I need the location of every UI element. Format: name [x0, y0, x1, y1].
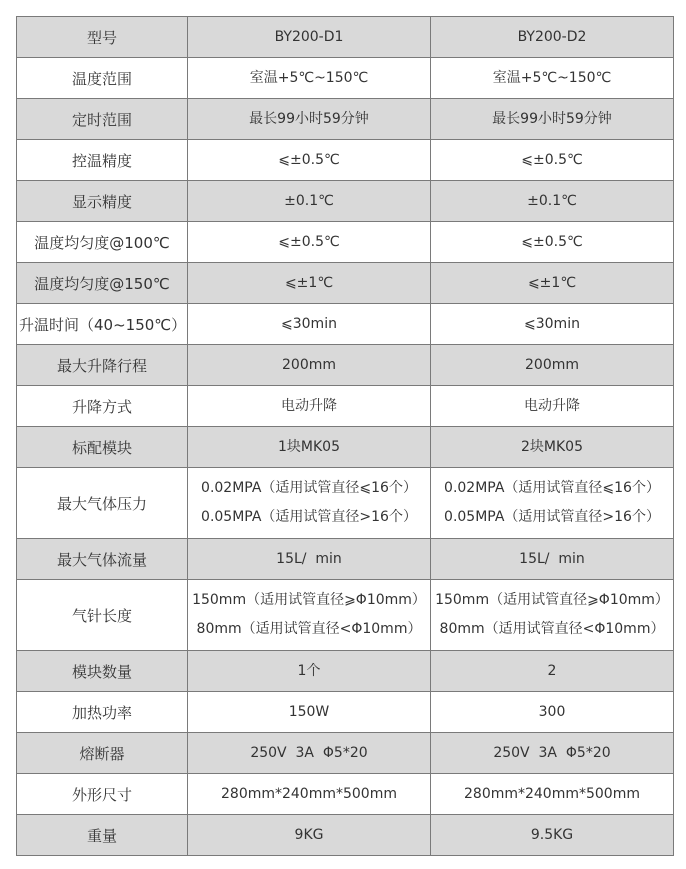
cell-text: ⩽±0.5℃: [521, 151, 583, 168]
value-d1-cell: [188, 181, 431, 222]
row-label: 显示精度: [17, 181, 188, 222]
value-d2-cell: [431, 692, 674, 733]
value-d1-cell: [188, 140, 431, 181]
cell-text: 电动升降: [281, 397, 337, 414]
value-d1-cell: [188, 468, 431, 539]
value-d2-cell: [431, 774, 674, 815]
cell-text: ⩽30min: [524, 315, 580, 332]
cell-text: ±0.1℃: [527, 192, 577, 209]
row-label: 定时范围: [17, 99, 188, 140]
cell-text: 9KG: [294, 826, 324, 843]
value-d2-cell: [431, 427, 674, 468]
value-d1-cell: [188, 99, 431, 140]
cell-text: 2块MK05: [521, 438, 583, 455]
cell-text: 15L/ min: [276, 550, 342, 567]
cell-text-line: 0.05MPA（适用试管直径>16个）: [444, 509, 660, 525]
row-label: 外形尺寸: [17, 774, 188, 815]
table-row: [17, 140, 674, 181]
value-d2-cell: [431, 539, 674, 580]
value-d1-cell: [188, 580, 431, 651]
row-label: 模块数量: [17, 651, 188, 692]
table-row: [17, 345, 674, 386]
value-d2-cell: [431, 222, 674, 263]
cell-text: 150W: [288, 703, 330, 720]
table-row: [17, 539, 674, 580]
cell-text: 250V 3A Φ5*20: [493, 744, 611, 761]
cell-text: ⩽±1℃: [284, 274, 334, 291]
table-row: [17, 181, 674, 222]
table-row: [17, 263, 674, 304]
row-label: 气针长度: [17, 580, 188, 651]
value-d2-cell: [431, 181, 674, 222]
cell-text: 200mm: [525, 356, 579, 373]
cell-text: 2: [547, 662, 557, 679]
cell-text: ⩽±1℃: [527, 274, 577, 291]
cell-text: 最长99小时59分钟: [492, 110, 612, 127]
value-d2-cell: [431, 99, 674, 140]
row-label: 熔断器: [17, 733, 188, 774]
value-d2-cell: [431, 815, 674, 856]
cell-text-line: 150mm（适用试管直径⩾Φ10mm）: [435, 592, 669, 608]
table-row: [17, 580, 674, 651]
table-row: [17, 692, 674, 733]
model-d1-cell: [188, 17, 431, 58]
cell-text: 电动升降: [524, 397, 580, 414]
table-row: [17, 17, 674, 58]
table-row: [17, 651, 674, 692]
row-label: 控温精度: [17, 140, 188, 181]
table-row: [17, 733, 674, 774]
cell-text: 1块MK05: [278, 438, 340, 455]
row-label: 温度范围: [17, 58, 188, 99]
row-label: 最大气体压力: [17, 468, 188, 539]
cell-text: 9.5KG: [530, 826, 574, 843]
value-d2-cell: [431, 140, 674, 181]
cell-text-line: 80mm（适用试管直径<Φ10mm）: [196, 621, 422, 637]
value-d1-cell: [188, 815, 431, 856]
table-row: [17, 386, 674, 427]
table-row: [17, 427, 674, 468]
cell-text: 1个: [297, 662, 321, 679]
cell-text: 280mm*240mm*500mm: [464, 785, 640, 802]
table-row: [17, 774, 674, 815]
value-d1-cell: [188, 386, 431, 427]
cell-text: 最长99小时59分钟: [249, 110, 369, 127]
value-d2-cell: [431, 58, 674, 99]
cell-text: ±0.1℃: [284, 192, 334, 209]
value-d1-cell: [188, 692, 431, 733]
row-label: 温度均匀度@100℃: [17, 222, 188, 263]
value-d2-cell: [431, 304, 674, 345]
cell-text: 室温+5℃~150℃: [492, 69, 612, 86]
cell-text-line: 0.02MPA（适用试管直径⩽16个）: [201, 480, 417, 496]
value-d2-cell: [431, 733, 674, 774]
cell-text: 15L/ min: [519, 550, 585, 567]
row-label: 型号: [17, 17, 188, 58]
cell-text: 200mm: [282, 356, 336, 373]
cell-text: BY200-D1: [274, 28, 344, 45]
row-label: 升温时间（40~150℃）: [17, 304, 188, 345]
cell-text: BY200-D2: [517, 28, 587, 45]
value-d1-cell: [188, 263, 431, 304]
value-d2-cell: [431, 651, 674, 692]
spec-table-body: [17, 17, 674, 856]
value-d2-cell: [431, 345, 674, 386]
value-d1-cell: [188, 58, 431, 99]
cell-text: ⩽±0.5℃: [278, 233, 340, 250]
model-d2-cell: [431, 17, 674, 58]
row-label: 加热功率: [17, 692, 188, 733]
value-d2-cell: [431, 263, 674, 304]
value-d1-cell: [188, 774, 431, 815]
table-row: [17, 468, 674, 539]
row-label: 标配模块: [17, 427, 188, 468]
value-d2-cell: [431, 468, 674, 539]
table-row: [17, 99, 674, 140]
cell-text: ⩽30min: [281, 315, 337, 332]
value-d1-cell: [188, 427, 431, 468]
cell-text-line: 80mm（适用试管直径<Φ10mm）: [439, 621, 665, 637]
value-d1-cell: [188, 304, 431, 345]
value-d1-cell: [188, 651, 431, 692]
value-d1-cell: [188, 539, 431, 580]
row-label: 重量: [17, 815, 188, 856]
table-row: [17, 304, 674, 345]
cell-text: ⩽±0.5℃: [521, 233, 583, 250]
cell-text-line: 0.02MPA（适用试管直径⩽16个）: [444, 480, 660, 496]
cell-text: 280mm*240mm*500mm: [221, 785, 397, 802]
cell-text-line: 150mm（适用试管直径⩾Φ10mm）: [192, 592, 426, 608]
value-d2-cell: [431, 580, 674, 651]
cell-text-line: 0.05MPA（适用试管直径>16个）: [201, 509, 417, 525]
cell-text: 250V 3A Φ5*20: [250, 744, 368, 761]
row-label: 最大气体流量: [17, 539, 188, 580]
value-d1-cell: [188, 345, 431, 386]
cell-text: ⩽±0.5℃: [278, 151, 340, 168]
value-d1-cell: [188, 733, 431, 774]
value-d1-cell: [188, 222, 431, 263]
row-label: 升降方式: [17, 386, 188, 427]
row-label: 最大升降行程: [17, 345, 188, 386]
table-row: [17, 58, 674, 99]
spec-table: [16, 16, 674, 856]
table-row: [17, 815, 674, 856]
row-label: 温度均匀度@150℃: [17, 263, 188, 304]
cell-text: 室温+5℃~150℃: [249, 69, 369, 86]
cell-text: 300: [538, 703, 566, 720]
value-d2-cell: [431, 386, 674, 427]
table-row: [17, 222, 674, 263]
